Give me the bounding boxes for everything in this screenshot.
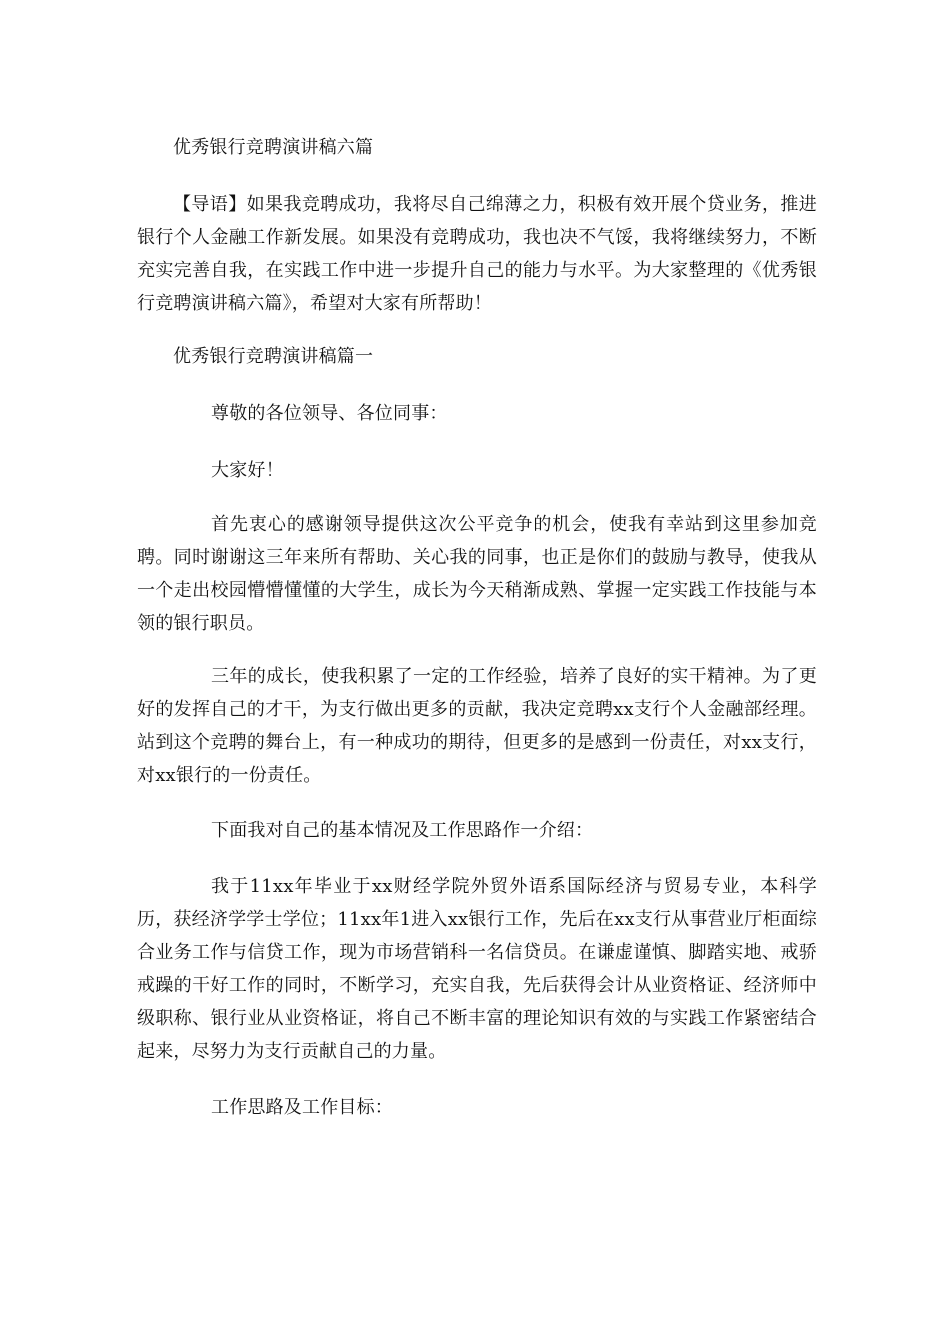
background-paragraph: 我于11xx年毕业于xx财经学院外贸外语系国际经济与贸易专业，本科学历，获经济学学士学位；11xx年1进入xx银行工作，先后在xx支行从事营业厅柜面综合业务工作与信贷工作，现为市场营销科一名信贷员。在谦虚谨慎、脚踏实地、戒骄戒躁的干好工作的同时，不断学习，充实自我，先后获得会计从业资格证、经济师中级职称、银行业从业资格证，将自己不断丰富的理论知识有效的与实践工作紧密结合起来，尽努力为支行贡献自己的力量。: [137, 876, 817, 1062]
greeting-paragraph: 大家好！: [211, 460, 284, 481]
introduction-lead-paragraph: 下面我对自己的基本情况及工作思路作一介绍：: [211, 820, 594, 841]
section-heading: 优秀银行竞聘演讲稿篇一: [173, 346, 374, 367]
goals-heading-paragraph: 工作思路及工作目标：: [211, 1097, 393, 1118]
thanks-paragraph: 首先衷心的感谢领导提供这次公平竞争的机会，使我有幸站到这里参加竞聘。同时谢谢这三年来所有帮助、关心我的同事，也正是你们的鼓励与教导，使我从一个走出校园懵懵懂懂的大学生，成长为今天稍渐成熟、掌握一定实践工作技能与本领的银行职员。: [137, 514, 817, 634]
intro-paragraph: 【导语】如果我竞聘成功，我将尽自己绵薄之力，积极有效开展个贷业务，推进银行个人金融工作新发展。如果没有竞聘成功，我也决不气馁，我将继续努力，不断充实完善自我，在实践工作中进一步提升自己的能力与水平。为大家整理的《优秀银行竞聘演讲稿六篇》，希望对大家有所帮助！: [137, 194, 817, 314]
document-title: 优秀银行竞聘演讲稿六篇: [173, 137, 374, 158]
salutation-paragraph: 尊敬的各位领导、各位同事：: [211, 403, 448, 424]
growth-paragraph: 三年的成长，使我积累了一定的工作经验，培养了良好的实干精神。为了更好的发挥自己的才干，为支行做出更多的贡献，我决定竞聘xx支行个人金融部经理。站到这个竞聘的舞台上，有一种成功的期待，但更多的是感到一份责任，对xx支行，对xx银行的一份责任。: [137, 666, 817, 786]
